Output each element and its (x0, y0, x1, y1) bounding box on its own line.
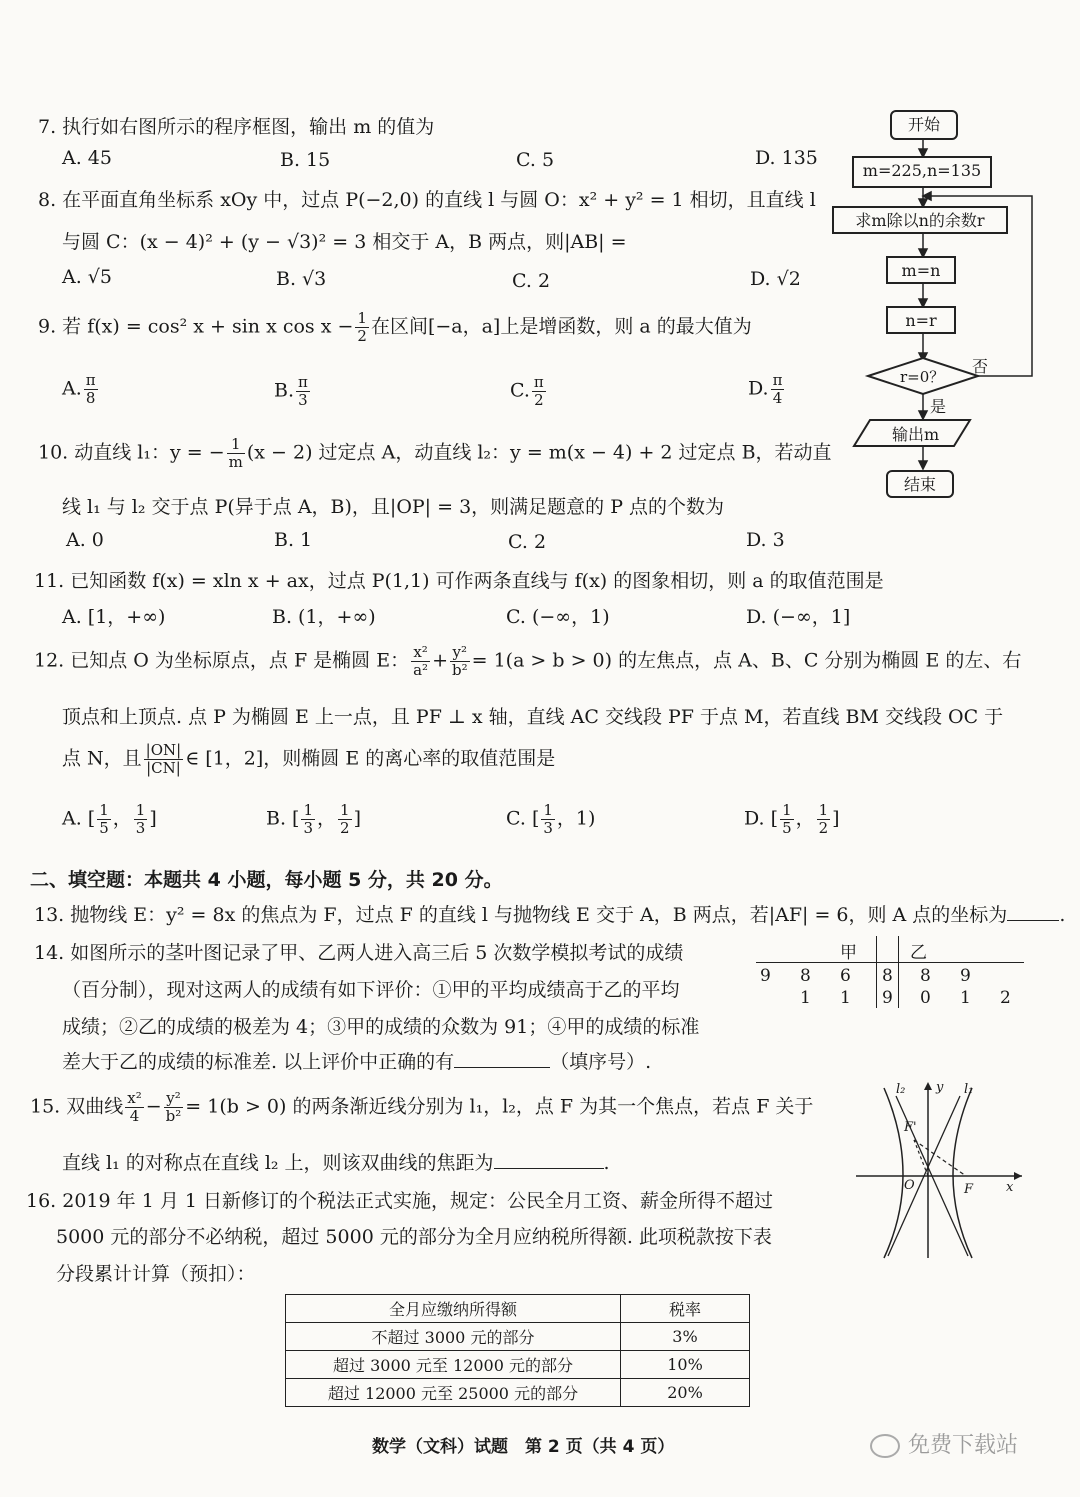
q9-stem: 9. 若 f(x) = cos² x + sin x cos x − $\frac{1}{2}$ 在区间[−a，a]上是增函数，则 a 的最大值为 (38, 309, 752, 345)
flowchart-output: 输出m (892, 425, 940, 444)
flowchart-start: 开始 (890, 110, 958, 140)
q8-line2: 与圆 C：(x − 4)² + (y − √3)² = 3 相交于 A，B 两点，则|AB| = (62, 231, 627, 253)
flowchart-assign-n: n=r (886, 306, 956, 334)
hyperbola-figure (856, 1078, 1026, 1260)
q10-option-c: C. 2 (508, 531, 547, 553)
stem-leaf-plot: 甲 乙 9 8 6 8 8 9 1 1 9 0 1 2 (748, 930, 1024, 1010)
flowchart-remainder: 求m除以n的余数r (832, 206, 1008, 234)
label-y: y (936, 1080, 944, 1095)
q11-option-d: D. (−∞，1] (746, 606, 851, 628)
tax-table (285, 1294, 750, 1407)
q9-option-b: B. $\frac{\pi}{3}$ (274, 373, 308, 409)
q12-option-a: A. [ $\frac{1}{5}$ ， $\frac{1}{3}$ ] (62, 801, 157, 837)
flowchart-init: m=225,n=135 (852, 156, 992, 188)
q12-option-c: C. [ $\frac{1}{3}$ ，1) (506, 801, 596, 837)
q16-line3: 分段累计计算（预扣）： (56, 1263, 256, 1285)
q7-option-a: A. 45 (62, 147, 112, 169)
q7-option-d: D. 135 (755, 147, 818, 169)
q10-option-b: B. 1 (274, 529, 313, 551)
stem-8: 8 (882, 966, 893, 986)
q14-line2: （百分制），现对这两人的成绩有如下评价：①甲的平均成绩高于乙的平均 (62, 979, 680, 1001)
q8-line1: 8. 在平面直角坐标系 xOy 中，过点 P(−2,0) 的直线 l 与圆 O：x² + y² = 1 相切，且直线 l (38, 189, 816, 211)
q12-line2: 顶点和上顶点. 点 P 为椭圆 E 上一点，且 PF ⊥ x 轴，直线 AC 交线段 PF 于点 M，若直线 BM 交线段 OC 于 (62, 706, 1004, 728)
label-f-prime: F' (904, 1120, 917, 1135)
watermark: 免费下载站 (870, 1428, 1018, 1459)
q8-option-c: C. 2 (512, 270, 551, 292)
q14-answer-blank (454, 1067, 550, 1068)
q7-option-b: B. 15 (280, 149, 331, 171)
q11-option-b: B. (1，+∞) (272, 606, 376, 628)
tax-table-header: 全月应缴纳所得额 税率 (286, 1295, 750, 1323)
flowchart-no-label: 否 (972, 357, 989, 376)
stem-9: 9 (882, 988, 893, 1008)
q10-stem: 10. 动直线 l₁：y = − $\frac{1}{m}$ (x − 2) 过定点 A，动直线 l₂：y = m(x − 4) + 2 过定点 B，若动直 (38, 435, 832, 471)
q15-answer-blank (494, 1168, 604, 1169)
q10-option-d: D. 3 (746, 529, 785, 551)
q16-line1: 16. 2019 年 1 月 1 日新修订的个税法正式实施，规定：公民全月工资、薪金所得不超过 (26, 1190, 773, 1212)
page-footer: 数学（文科）试题 第 2 页（共 4 页） (372, 1437, 675, 1457)
table-row: 超过 3000 元至 12000 元的部分 10% (286, 1351, 750, 1379)
q12-option-b: B. [ $\frac{1}{3}$ ， $\frac{1}{2}$ ] (266, 801, 361, 837)
flowchart-yes-label: 是 (930, 397, 947, 416)
q11-option-a: A. [1，+∞) (62, 606, 166, 628)
stem-leaf-head-yi: 乙 (910, 943, 927, 963)
label-l2: l₂ (896, 1082, 906, 1097)
q7-stem: 7. 执行如右图所示的程序框图，输出 m 的值为 (38, 116, 435, 138)
label-f: F (964, 1182, 974, 1197)
q16-line2: 5000 元的部分不必纳税，超过 5000 元的部分为全月应纳税所得额. 此项税款按下表 (56, 1226, 772, 1248)
flowchart (828, 104, 1064, 504)
flowchart-condition: r=0？ (900, 368, 945, 386)
flowchart-end: 结束 (886, 470, 954, 498)
label-l1: l₁ (964, 1082, 974, 1097)
stem-leaf-head-jia: 甲 (840, 943, 857, 963)
q14-line1: 14. 如图所示的茎叶图记录了甲、乙两人进入高三后 5 次数学模拟考试的成绩 (34, 942, 684, 964)
q8-option-a: A. √5 (62, 266, 112, 288)
q15-line2: 直线 l₁ 的对称点在直线 l₂ 上，则该双曲线的焦距为 . (62, 1152, 610, 1174)
q11-stem: 11. 已知函数 f(x) = xln x + ax，过点 P(1,1) 可作两条直线与 f(x) 的图象相切，则 a 的取值范围是 (34, 570, 884, 592)
q14-line4: 差大于乙的成绩的标准差. 以上评价中正确的有 （填序号）. (62, 1051, 652, 1073)
table-row: 超过 12000 元至 25000 元的部分 20% (286, 1379, 750, 1407)
q7-option-c: C. 5 (516, 149, 555, 171)
q10-line2: 线 l₁ 与 l₂ 交于点 P(异于点 A，B)，且|OP| = 3，则满足题意的 P 点的个数为 (62, 496, 725, 518)
label-o: O (904, 1178, 915, 1193)
q12-stem: 12. 已知点 O 为坐标原点，点 F 是椭圆 E： $\frac{\text{x²}}{\text{a²}}$ + $\frac{\text{y²}}{\text{b²}}$ = 1(a > b > 0) 的左焦点，点 A、B、C 分别为椭圆 E 的左、右 (34, 643, 1022, 679)
wechat-icon (870, 1434, 900, 1458)
q11-option-c: C. (−∞，1) (506, 606, 610, 628)
section-fill-in-heading: 二、填空题：本题共 4 小题，每小题 5 分，共 20 分。 (30, 869, 503, 891)
hyperbola-svg (856, 1078, 1026, 1260)
q9-option-a: A. $\frac{\pi}{8}$ (62, 371, 96, 407)
q10-option-a: A. 0 (66, 529, 104, 551)
table-row: 不超过 3000 元的部分 3% (286, 1323, 750, 1351)
label-x: x (1006, 1180, 1014, 1195)
q9-option-c: C. $\frac{\pi}{2}$ (510, 373, 544, 409)
flowchart-assign-m: m=n (886, 256, 956, 284)
q9-option-d: D. $\frac{\pi}{4}$ (748, 371, 783, 407)
q13-stem: 13. 抛物线 E：y² = 8x 的焦点为 F，过点 F 的直线 l 与抛物线 E 交于 A，B 两点，若|AF| = 6，则 A 点的坐标为 . (34, 904, 1066, 926)
q9-fraction: $\frac{1}{2}$ (357, 309, 367, 345)
q10-fraction: $\frac{1}{m}$ (228, 435, 243, 471)
q14-line3: 成绩；②乙的成绩的极差为 4；③甲的成绩的众数为 91；④甲的成绩的标准 (62, 1016, 700, 1038)
q8-option-d: D. √2 (750, 268, 801, 290)
q12-line3: 点 N，且 $\frac{|ON|}{|CN|}$ ∈ [1，2]，则椭圆 E 的离心率的取值范围是 (62, 741, 556, 777)
q8-option-b: B. √3 (276, 268, 327, 290)
q15-stem: 15. 双曲线 $\frac{\text{x²}}{4}$ − $\frac{\text{y²}}{\text{b²}}$ = 1(b > 0) 的两条渐近线分别为 l₁，l₂，点 F 为其一个焦点，若点 F 关于 (30, 1089, 814, 1125)
q12-option-d: D. [ $\frac{1}{5}$ ， $\frac{1}{2}$ ] (744, 801, 840, 837)
q13-answer-blank (1007, 920, 1059, 921)
